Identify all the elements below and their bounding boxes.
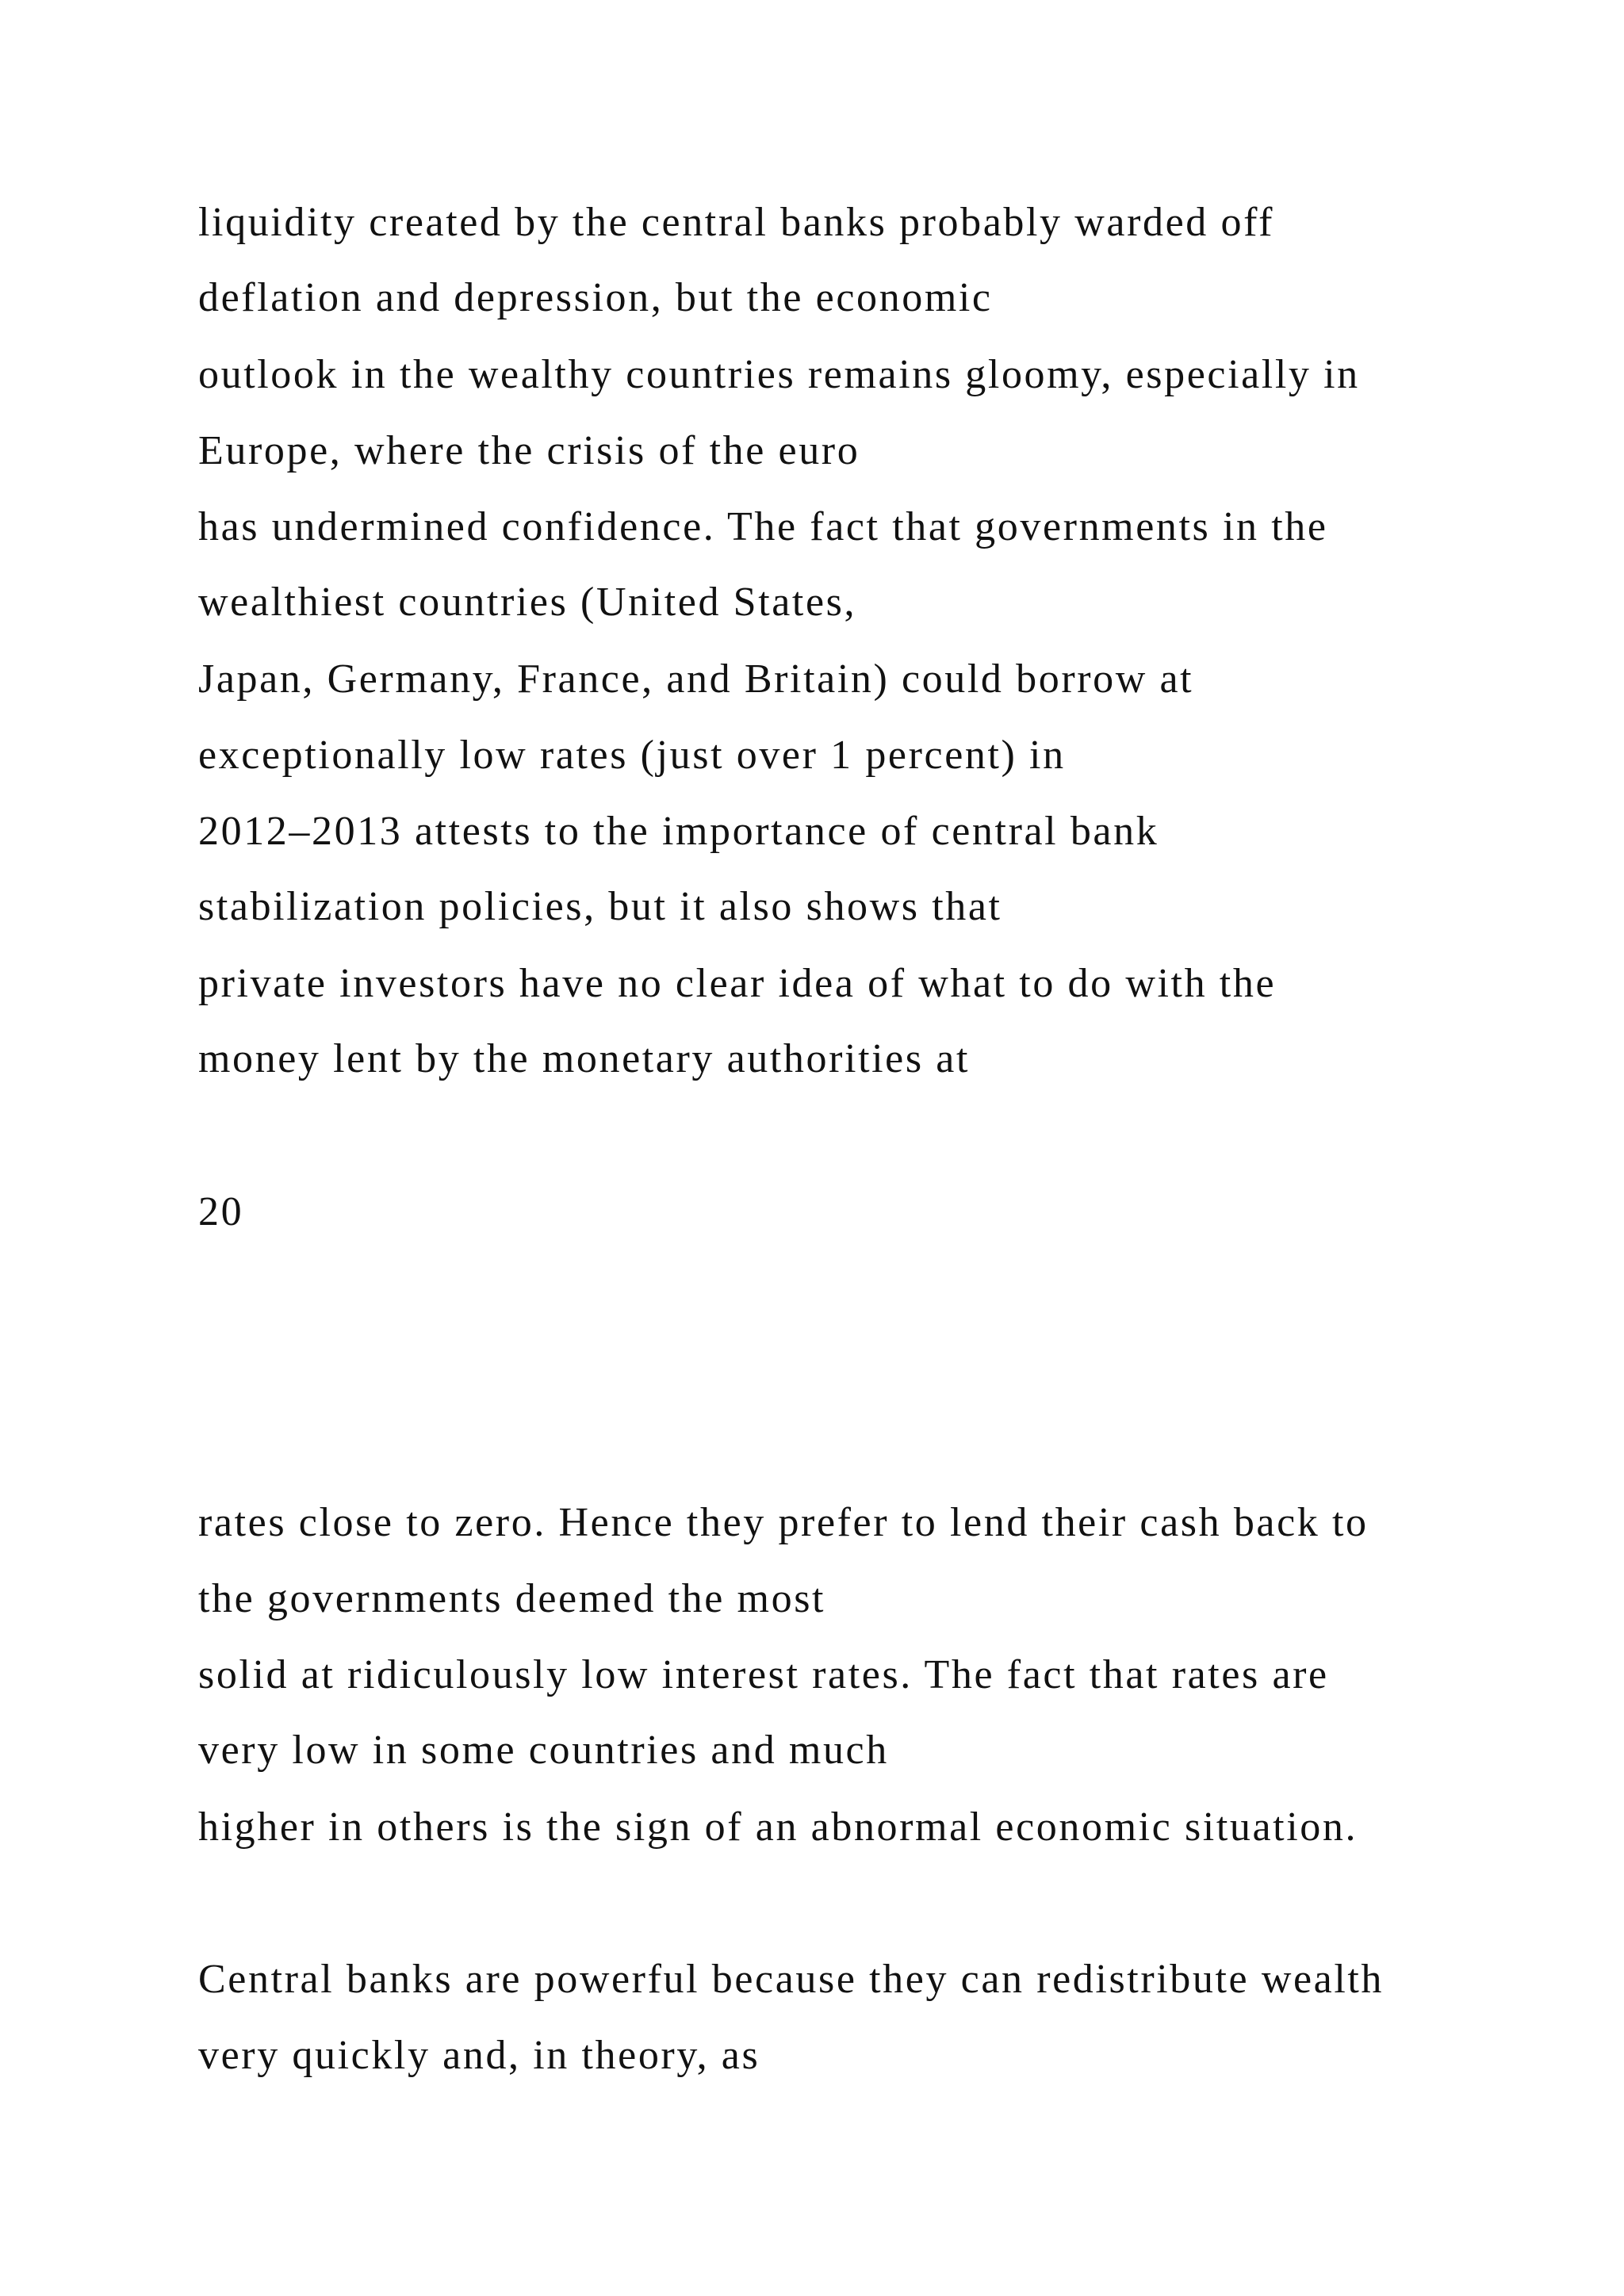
text-line: very quickly and, in theory, as — [198, 2033, 760, 2078]
text-line: rates close to zero. Hence they prefer to lend their cash back to — [198, 1500, 1369, 1545]
text-line: wealthiest countries (United States, — [198, 580, 857, 625]
text-line: money lent by the monetary authorities at — [198, 1036, 971, 1081]
text-line: deflation and depression, but the economic — [198, 275, 993, 320]
text-line: solid at ridiculously low interest rates. The fact that rates are — [198, 1652, 1329, 1697]
text-line: liquidity created by the central banks probably warded off — [198, 200, 1274, 245]
text-line: stabilization policies, but it also shows that — [198, 884, 1002, 929]
text-line: outlook in the wealthy countries remains gloomy, especially in — [198, 352, 1360, 397]
text-line: very low in some countries and much — [198, 1728, 889, 1773]
text-line: higher in others is the sign of an abnormal economic situation. — [198, 1804, 1358, 1850]
text-line: Central banks are powerful because they can redistribute wealth — [198, 1957, 1385, 2002]
text-line: Europe, where the crisis of the euro — [198, 428, 860, 473]
text-line: private investors have no clear idea of what to do with the — [198, 961, 1277, 1006]
text-line: exceptionally low rates (just over 1 percent) in — [198, 733, 1066, 778]
text-line: has undermined confidence. The fact that governments in the — [198, 504, 1328, 549]
text-line: 2012–2013 attests to the importance of central bank — [198, 809, 1159, 854]
text-line: the governments deemed the most — [198, 1576, 826, 1621]
page-number: 20 — [198, 1189, 244, 1234]
text-line: Japan, Germany, France, and Britain) could borrow at — [198, 656, 1194, 702]
